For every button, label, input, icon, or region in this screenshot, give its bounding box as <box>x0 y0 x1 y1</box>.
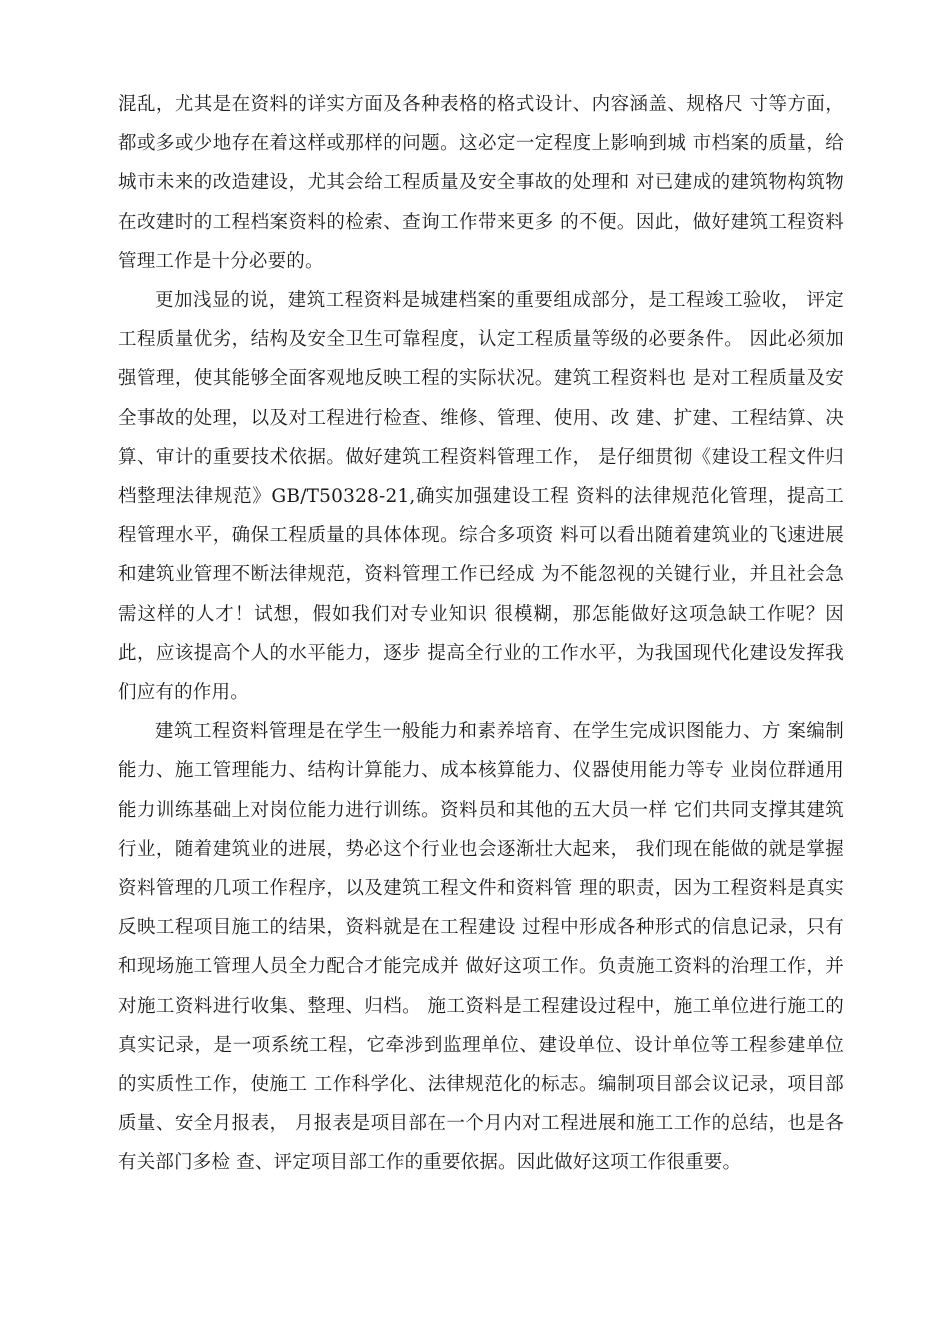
document-body <box>118 85 844 1183</box>
paragraph-training: 建筑工程资料管理是在学生一般能力和素养培育、在学生完成识图能力、方 案编制能力、施工管理能力、结构计算能力、成本核算能力、仪器使用能力等专 业岗位群通用能力训练基础上对岗位能力进行训练。资料员和其他的五大员一样 它们共同支撑其建筑行业，随着建筑业的进展，势必这个行业也会逐渐壮大起来， 我们现在能做的就是掌握资料管理的几项工作程序，以及建筑工程文件和资料管 理的职责，因为工程资料是真实反映工程项目施工的结果，资料就是在工程建设 过程中形成各种形式的信息记录，只有和现场施工管理人员全力配合才能完成并 做好这项工作。负责施工资料的治理工作，并对施工资料进行收集、整理、归档。 施工资料是工程建设过程中，施工单位进行施工的真实记录，是一项系统工程，它牵涉到监理单位、建设单位、设计单位等工程参建单位的实质性工作，使施工 工作科学化、法律规范化的标志。编制项目部会议记录，项目部质量、安全月报表， 月报表是项目部在一个月内对工程进展和施工工作的总结，也是各有关部门多检 查、评定项目部工作的重要依据。因此做好这项工作很重要。 <box>118 721 844 1174</box>
paragraph-continuation: 混乱，尤其是在资料的详实方面及各种表格的格式设计、内容涵盖、规格尺 寸等方面，都或多或少地存在着这样或那样的问题。这必定一定程度上影响到城 市档案的质量，给城市未来的改造建设，尤其会给工程质量及安全事故的处理和 对已建成的建筑物构筑物在改建时的工程档案资料的检索、查询工作带来更多 的不便。因此，做好建筑工程资料管理工作是十分必要的。 <box>118 94 844 272</box>
paragraph-importance: 更加浅显的说，建筑工程资料是城建档案的重要组成部分，是工程竣工验收， 评定工程质量优劣，结构及安全卫生可靠程度，认定工程质量等级的必要条件。 因此必须加强管理，使其能够全面客观地反映工程的实际状况。建筑工程资料也 是对工程质量及安全事故的处理，以及对工程进行检查、维修、管理、使用、改 建、扩建、工程结算、决算、审计的重要技术依据。做好建筑工程资料管理工作， 是仔细贯彻《建设工程文件归档整理法律规范》GB/T50328-21,确实加强建设工程 资料的法律规范化管理，提高工程管理水平，确保工程质量的具体体现。综合多项资 料可以看出随着建筑业的飞速进展和建筑业管理不断法律规范，资料管理工作已经成 为不能忽视的关键行业，并且社会急需这样的人才！试想，假如我们对专业知识 很模糊，那怎能做好这项急缺工作呢？因此，应该提高个人的水平能力，逐步 提高全行业的工作水平，为我国现代化建设发挥我们应有的作用。 <box>118 290 844 704</box>
